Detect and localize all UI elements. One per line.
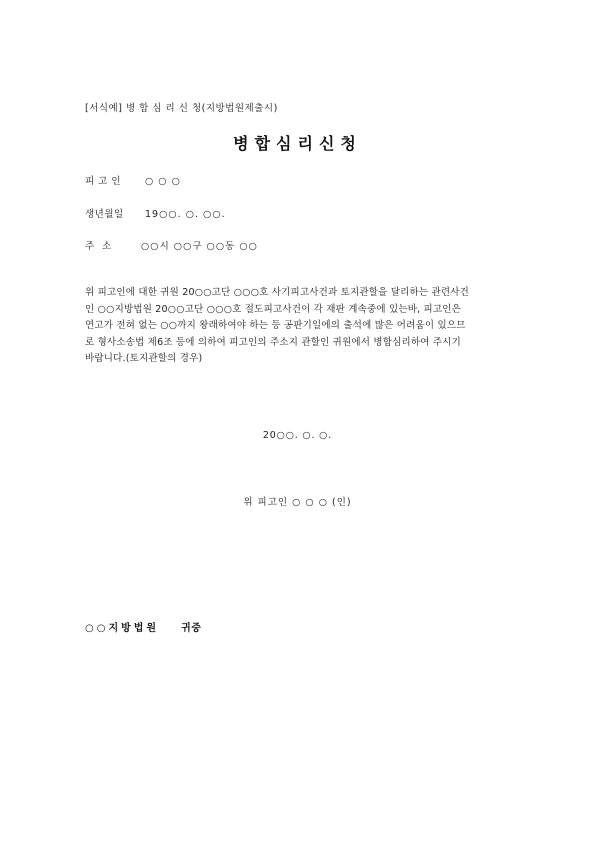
body-line: 로 형사소송법 제6조 등에 의하여 피고인의 주소지 관할인 귀원에서 병합심리하여 주시기 xyxy=(85,336,462,348)
addressee xyxy=(85,619,201,634)
body-line: 연고가 전혀 없는 ○○까지 왕래하여야 하는 등 공판기일에의 출석에 많은 어려움이 있으므 xyxy=(85,320,466,332)
body-line: 바랍니다.(토지관할의 경우) xyxy=(85,353,203,365)
defendant-value: ○ ○ ○ xyxy=(145,176,181,187)
signature-line: 위 피고인 ○ ○ ○ (인) xyxy=(243,497,352,508)
body-line: 위 피고인에 대한 귀원 20○○고단 ○○○호 사기피고사건과 토지관할을 달리하는 관련사건 xyxy=(85,287,469,298)
body-line: 인 ○○지방법원 20○○고단 ○○○호 절도피고사건이 각 재판 계속중에 있는바, 피고인은 xyxy=(85,303,462,315)
filing-date: 20○○. ○. ○. xyxy=(262,430,333,441)
address-label: 주소 xyxy=(85,241,120,252)
petition-body xyxy=(85,285,515,368)
defendant-field xyxy=(85,173,181,187)
birth-date-label: 생년월일 xyxy=(85,209,124,220)
birth-date-field xyxy=(85,206,226,220)
addressee-attn: 귀중 xyxy=(181,623,202,634)
court-name: ○○지방법원 xyxy=(85,623,160,634)
address-value: ○○시 ○○구 ○○동 ○○ xyxy=(141,241,258,252)
defendant-label: 피고인 xyxy=(85,176,125,187)
address-field xyxy=(85,238,258,252)
birth-date-value: 19○○. ○. ○○. xyxy=(145,209,226,220)
form-label: [서식예] 병 합 심 리 신 청(지방법원제출시) xyxy=(85,103,278,114)
document-title: 병합심리신청 xyxy=(233,134,362,153)
